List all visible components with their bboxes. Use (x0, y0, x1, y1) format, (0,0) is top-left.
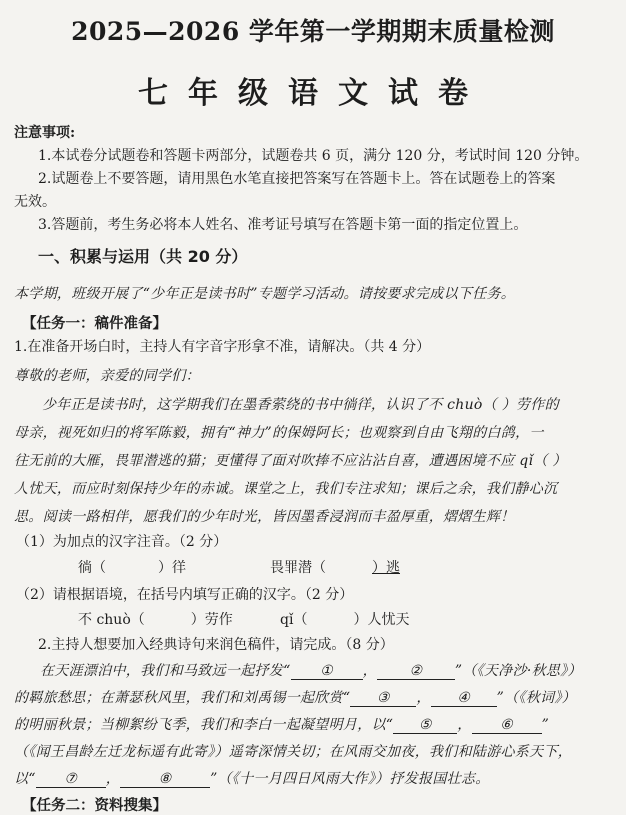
pinyin-item-2-right: ）逃 (372, 560, 400, 576)
notes-item-2-cont: 无效。 (14, 194, 56, 210)
answer-blank-8[interactable]: ⑧ (120, 771, 210, 788)
char-item-1-right: ）劳作 (190, 612, 233, 628)
poem-line-1 (40, 660, 582, 680)
poem-line-3-text: 的明丽秋景；当柳絮纷飞季，我们和李白一起凝望明月，以“ (14, 717, 394, 733)
char-item-1-left: 不 chuò（ (78, 612, 145, 628)
poem-line-5-source: ”（《十一月四日风雨大作》）抒发报国壮志。 (210, 771, 490, 787)
notes-item-1: 1.本试卷分试题卷和答题卡两部分，试题卷共 6 页，满分 120 分，考试时间 120 分钟。 (38, 148, 589, 164)
answer-blank-1[interactable]: ① (291, 663, 363, 680)
poem-line-4: （《闻王昌龄左迁龙标遥有此寄》）遥寄深情关切；在风雨交加夜，我们和陆游心系天下， (14, 744, 572, 760)
sub-question-1: （1）为加点的汉字注音。（2 分） (16, 534, 228, 550)
passage-line: 思。阅读一路相伴，愿我们的少年时光，皆因墨香浸润而丰盈厚重，熠熠生辉！ (14, 509, 515, 525)
notes-item-2: 2.试题卷上不要答题，请用黑色水笔直接把答案写在答题卡上。答在试题卷上的答案 (38, 171, 556, 187)
pinyin-item-1 (78, 557, 186, 577)
answer-blank-7[interactable]: ⑦ (36, 771, 106, 788)
poem-line-5-text: 以“ (14, 771, 36, 787)
pinyin-item-1-left: 徜（ (78, 560, 106, 576)
pinyin-item-2 (270, 557, 400, 577)
exam-title: 2025—2026 学年第一学期期末质量检测 (71, 17, 555, 46)
passage-line: 少年正是读书时，这学期我们在墨香萦绕的书中徜徉，认识了不 chuò（ ）劳作的 (42, 397, 559, 413)
passage-line: 人忧天，而应时刻保持少年的赤诚。课堂之上，我们专注求知；课后之余，我们静心沉 (14, 481, 558, 497)
sub-question-2: （2）请根据语境，在括号内填写正确的汉字。（2 分） (16, 587, 354, 603)
poem-line-3 (14, 714, 549, 734)
answer-blank-5[interactable]: ⑤ (393, 717, 457, 734)
passage-line: 往无前的大雁，畏罪潜逃的猫；更懂得了面对吹捧不应沾沾自喜，遭遇困境不应 qǐ（ ） (14, 453, 567, 469)
answer-blank-4[interactable]: ④ (431, 690, 497, 707)
answer-blank-6[interactable]: ⑥ (472, 717, 542, 734)
char-item-2-left: qǐ（ (280, 612, 308, 628)
section-intro: 本学期，班级开展了“少年正是读书时”专题学习活动。请按要求完成以下任务。 (14, 286, 516, 302)
separator: ， (362, 663, 377, 679)
poem-line-2-source: ”（《秋词》） (496, 690, 576, 706)
section-heading: 一、积累与运用（共 20 分） (38, 247, 248, 266)
poem-line-2 (14, 687, 576, 707)
task-1-heading: 【任务一：稿件准备】 (22, 316, 167, 332)
poem-line-5 (14, 768, 490, 788)
char-item-1 (78, 609, 233, 629)
exam-subtitle: 七年级语文试卷 (138, 76, 488, 111)
notes-item-3: 3.答题前，考生务必将本人姓名、准考证号填写在答题卡第一面的指定位置上。 (38, 217, 528, 233)
question-2: 2.主持人想要加入经典诗句来润色稿件，请完成。（8 分） (38, 637, 394, 653)
separator: ， (105, 771, 121, 787)
question-1: 1.在准备开场白时，主持人有字音字形拿不准，请解决。（共 4 分） (14, 339, 431, 355)
answer-blank-2[interactable]: ② (377, 663, 455, 680)
pinyin-item-2-left: 畏罪潜（ (270, 560, 326, 576)
passage-line: 母亲，视死如归的将军陈毅，拥有“神力”的保姆阿长；也观察到自由飞翔的白鸽，一 (14, 425, 544, 441)
answer-blank-3[interactable]: ③ (350, 690, 416, 707)
poem-line-1-text: 在天涯漂泊中，我们和马致远一起抒发“ (40, 663, 291, 679)
task-2-heading: 【任务二：资料搜集】 (22, 798, 167, 814)
poem-line-2-text: 的羁旅愁思；在萧瑟秋风里，我们和刘禹锡一起欣赏“ (14, 690, 351, 706)
pinyin-item-1-right: ）徉 (158, 560, 186, 576)
notes-heading: 注意事项: (14, 125, 76, 141)
quote-close: ” (541, 717, 550, 733)
separator: ， (457, 717, 472, 733)
char-item-2-right: ）人忧天 (353, 612, 410, 628)
char-item-2 (280, 609, 409, 629)
passage-greeting: 尊敬的老师，亲爱的同学们： (14, 368, 200, 384)
separator: ， (416, 690, 431, 706)
poem-line-1-source: ”（《天净沙·秋思》） (454, 663, 582, 679)
